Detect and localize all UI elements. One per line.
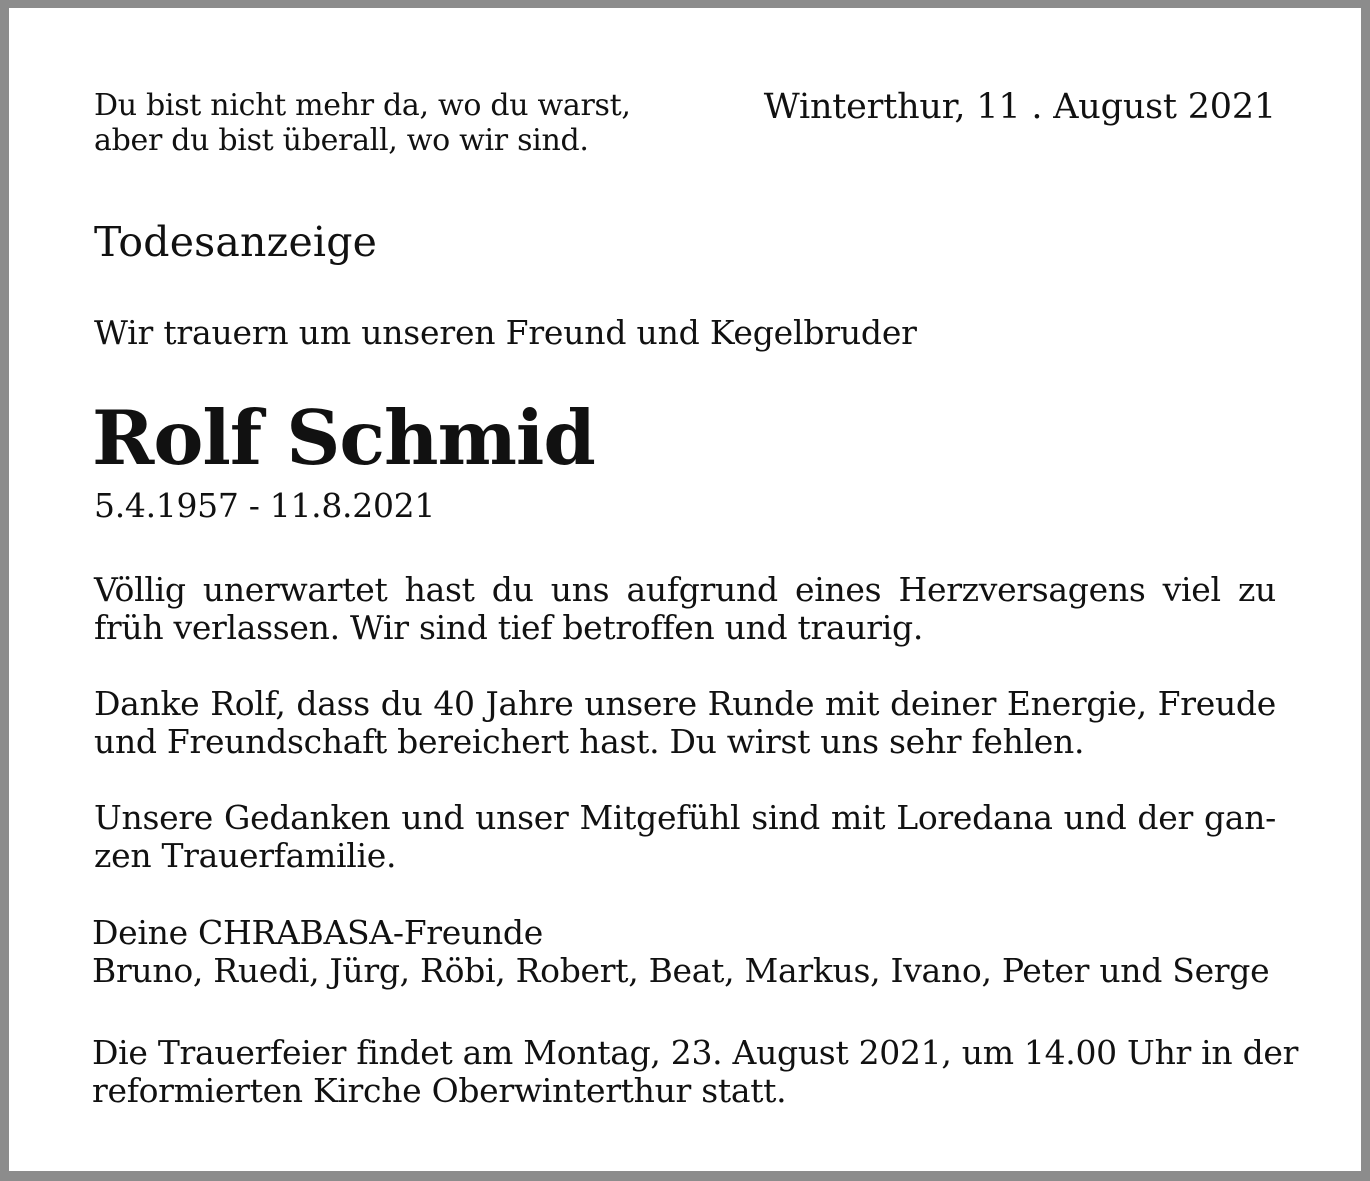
place-date: Winterthur, 11 . August 2021 [763,87,1276,127]
signature-group: Deine CHRABASA-Freunde [92,913,543,952]
life-dates: 5.4.1957 - 11.8.2021 [94,486,436,525]
page-title: Todesanzeige [94,218,378,266]
paragraph-1 [94,571,1276,647]
service-info [92,1034,1298,1110]
paragraph-2-line-2: und Freundschaft bereichert hast. Du wirst uns sehr fehlen. [94,722,1085,761]
service-line-2: reformierten Kirche Oberwinterthur statt. [92,1071,787,1110]
paragraph-2-line-1: Danke Rolf, dass du 40 Jahre unsere Runde mit deiner Energie, Freude [94,684,1276,723]
paragraph-2 [94,685,1276,761]
deceased-name: Rolf Schmid [92,394,595,482]
signature-names: Bruno, Ruedi, Jürg, Röbi, Robert, Beat, Markus, Ivano, Peter und Serge [92,951,1270,990]
service-line-1: Die Trauerfeier findet am Montag, 23. August 2021, um 14.00 Uhr in der [92,1033,1299,1072]
motto-line-2: aber du bist überall, wo wir sind. [94,123,589,158]
motto-line-1: Du bist nicht mehr da, wo du warst, [94,88,631,123]
paragraph-3 [94,799,1276,875]
paragraph-1-line-1: Völlig unerwartet hast du uns aufgrund eines Herzversagens viel zu [94,570,1276,609]
obituary-page [9,8,1361,1171]
motto [94,88,631,158]
signature [92,914,1269,990]
paragraph-3-line-1: Unsere Gedanken und unser Mitgefühl sind mit Loredana und der gan- [94,798,1276,837]
intro-text: Wir trauern um unseren Freund und Kegelbruder [94,313,917,352]
paragraph-1-line-2: früh verlassen. Wir sind tief betroffen und traurig. [94,608,924,647]
paragraph-3-line-2: zen Trauerfamilie. [94,836,397,875]
